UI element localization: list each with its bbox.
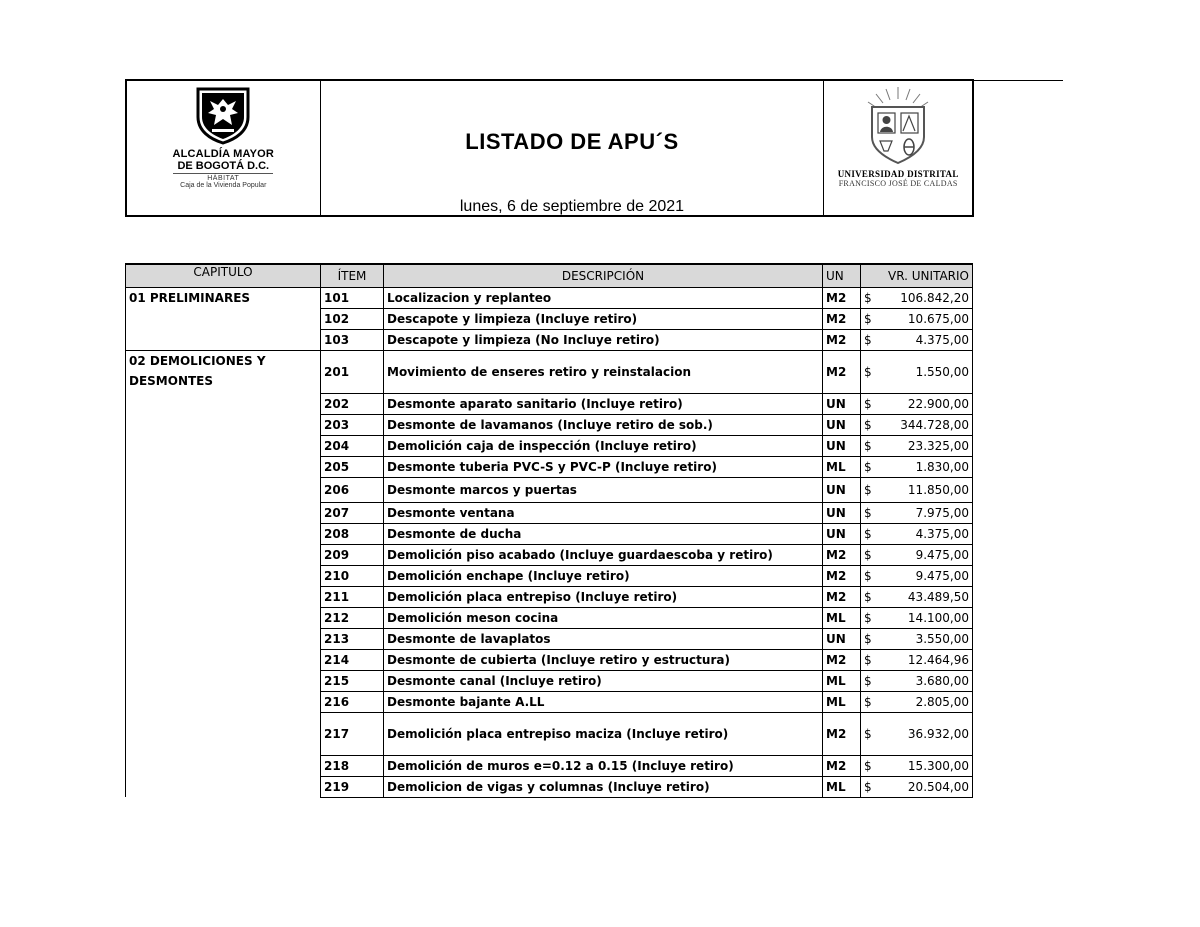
item-description: Demolición placa entrepiso (Incluye retiro) xyxy=(384,586,823,607)
item-unit-value xyxy=(861,350,973,393)
item-unit: UN xyxy=(823,523,861,544)
item-unit: M2 xyxy=(823,544,861,565)
alcaldia-line2: DE BOGOTÁ D.C. xyxy=(177,160,270,172)
item-code: 209 xyxy=(321,544,384,565)
item-description: Desmonte de lavamanos (Incluye retiro de sob.) xyxy=(384,414,823,435)
currency-symbol: $ xyxy=(864,417,872,432)
item-unit: UN xyxy=(823,435,861,456)
item-description: Desmonte ventana xyxy=(384,502,823,523)
unit-value-amount: 22.900,00 xyxy=(907,396,969,411)
item-unit: M2 xyxy=(823,586,861,607)
item-unit-value xyxy=(861,607,973,628)
item-unit-value xyxy=(861,712,973,755)
col-header-capitulo: CAPITULO xyxy=(126,264,321,287)
universidad-line2: FRANCISCO JOSÉ DE CALDAS xyxy=(838,179,958,188)
item-code: 218 xyxy=(321,755,384,776)
item-description: Desmonte de lavaplatos xyxy=(384,628,823,649)
item-unit-value xyxy=(861,308,973,329)
col-header-item: ÍTEM xyxy=(321,264,384,287)
unit-value-amount: 9.475,00 xyxy=(915,547,969,562)
chapter-name: 02 DEMOLICIONES Y DESMONTES xyxy=(129,353,266,388)
item-description: Desmonte aparato sanitario (Incluye retiro) xyxy=(384,393,823,414)
currency-symbol: $ xyxy=(864,482,872,497)
unit-value-wrap xyxy=(864,506,969,520)
item-unit: UN xyxy=(823,477,861,502)
document-header xyxy=(125,79,974,217)
alcaldia-line1: ALCALDÍA MAYOR xyxy=(172,148,275,160)
currency-symbol: $ xyxy=(864,758,872,773)
currency-symbol: $ xyxy=(864,526,872,541)
document-date: lunes, 6 de septiembre de 2021 xyxy=(459,198,685,215)
alcaldia-line4: Caja de la Vivienda Popular xyxy=(180,182,267,189)
unit-value-wrap xyxy=(864,653,969,667)
currency-symbol: $ xyxy=(864,311,872,326)
item-unit: M2 xyxy=(823,287,861,308)
unit-value-wrap xyxy=(864,418,969,432)
universidad-logo xyxy=(824,85,972,188)
item-description: Descapote y limpieza (Incluye retiro) xyxy=(384,308,823,329)
item-description: Demolición caja de inspección (Incluye retiro) xyxy=(384,435,823,456)
item-code: 102 xyxy=(321,308,384,329)
unit-value-amount: 3.550,00 xyxy=(915,631,969,646)
item-unit-value xyxy=(861,502,973,523)
item-description: Descapote y limpieza (No Incluye retiro) xyxy=(384,329,823,350)
unit-value-wrap xyxy=(864,312,969,326)
item-code: 215 xyxy=(321,670,384,691)
table-header-row xyxy=(126,264,973,287)
unit-value-wrap xyxy=(864,291,969,305)
item-code: 212 xyxy=(321,607,384,628)
currency-symbol: $ xyxy=(864,364,872,379)
item-unit-value xyxy=(861,586,973,607)
item-unit: UN xyxy=(823,628,861,649)
item-unit: ML xyxy=(823,776,861,797)
item-code: 210 xyxy=(321,565,384,586)
unit-value-wrap xyxy=(864,483,969,497)
unit-value-wrap xyxy=(864,632,969,646)
currency-symbol: $ xyxy=(864,631,872,646)
unit-value-wrap xyxy=(864,727,969,741)
item-code: 202 xyxy=(321,393,384,414)
table-row xyxy=(126,287,973,308)
col-header-descripcion: DESCRIPCIÓN xyxy=(384,264,823,287)
col-header-un: UN xyxy=(823,264,861,287)
currency-symbol: $ xyxy=(864,652,872,667)
item-unit: ML xyxy=(823,607,861,628)
item-unit-value xyxy=(861,435,973,456)
currency-symbol: $ xyxy=(864,332,872,347)
item-unit-value xyxy=(861,477,973,502)
item-code: 101 xyxy=(321,287,384,308)
currency-symbol: $ xyxy=(864,568,872,583)
item-unit-value xyxy=(861,755,973,776)
universidad-seal-icon xyxy=(858,85,938,167)
item-unit-value xyxy=(861,628,973,649)
unit-value-wrap xyxy=(864,590,969,604)
item-unit: ML xyxy=(823,456,861,477)
unit-value-amount: 7.975,00 xyxy=(915,505,969,520)
item-unit: M2 xyxy=(823,308,861,329)
unit-value-wrap xyxy=(864,365,969,379)
item-unit: M2 xyxy=(823,329,861,350)
item-code: 214 xyxy=(321,649,384,670)
item-description: Movimiento de enseres retiro y reinstalacion xyxy=(384,350,823,393)
unit-value-wrap xyxy=(864,397,969,411)
item-code: 103 xyxy=(321,329,384,350)
unit-value-amount: 10.675,00 xyxy=(907,311,969,326)
unit-value-amount: 9.475,00 xyxy=(915,568,969,583)
item-unit-value xyxy=(861,287,973,308)
unit-value-amount: 344.728,00 xyxy=(900,417,969,432)
item-code: 217 xyxy=(321,712,384,755)
unit-value-amount: 1.830,00 xyxy=(915,459,969,474)
table-row xyxy=(126,350,973,393)
item-code: 206 xyxy=(321,477,384,502)
unit-value-amount: 4.375,00 xyxy=(915,332,969,347)
unit-value-amount: 12.464,96 xyxy=(907,652,969,667)
item-unit: M2 xyxy=(823,649,861,670)
item-unit-value xyxy=(861,544,973,565)
chapter-cell xyxy=(126,287,321,350)
currency-symbol: $ xyxy=(864,290,872,305)
universidad-line1: UNIVERSIDAD DISTRITAL xyxy=(837,169,959,179)
item-unit: UN xyxy=(823,414,861,435)
item-unit: M2 xyxy=(823,712,861,755)
item-unit-value xyxy=(861,691,973,712)
currency-symbol: $ xyxy=(864,779,872,794)
unit-value-amount: 11.850,00 xyxy=(907,482,969,497)
item-code: 219 xyxy=(321,776,384,797)
item-unit-value xyxy=(861,670,973,691)
col-header-vr-unitario: VR. UNITARIO xyxy=(861,264,973,287)
unit-value-amount: 43.489,50 xyxy=(907,589,969,604)
item-code: 208 xyxy=(321,523,384,544)
item-unit: M2 xyxy=(823,755,861,776)
item-description: Demolición de muros e=0.12 a 0.15 (Incluye retiro) xyxy=(384,755,823,776)
currency-symbol: $ xyxy=(864,673,872,688)
currency-symbol: $ xyxy=(864,438,872,453)
item-unit-value xyxy=(861,523,973,544)
item-code: 201 xyxy=(321,350,384,393)
unit-value-wrap xyxy=(864,695,969,709)
unit-value-wrap xyxy=(864,674,969,688)
currency-symbol: $ xyxy=(864,396,872,411)
item-unit: ML xyxy=(823,670,861,691)
item-code: 207 xyxy=(321,502,384,523)
page-title: LISTADO DE APU´S xyxy=(465,129,679,154)
item-unit-value xyxy=(861,776,973,797)
unit-value-wrap xyxy=(864,611,969,625)
item-code: 216 xyxy=(321,691,384,712)
chapter-cell xyxy=(126,350,321,797)
item-description: Desmonte marcos y puertas xyxy=(384,477,823,502)
unit-value-amount: 3.680,00 xyxy=(915,673,969,688)
item-unit-value xyxy=(861,456,973,477)
currency-symbol: $ xyxy=(864,547,872,562)
universidad-logo-cell xyxy=(824,81,972,215)
unit-value-wrap xyxy=(864,439,969,453)
item-description: Demolición meson cocina xyxy=(384,607,823,628)
item-description: Demolicion de vigas y columnas (Incluye retiro) xyxy=(384,776,823,797)
unit-value-amount: 20.504,00 xyxy=(907,779,969,794)
item-description: Desmonte de cubierta (Incluye retiro y estructura) xyxy=(384,649,823,670)
alcaldia-logo xyxy=(127,85,320,189)
item-unit-value xyxy=(861,565,973,586)
unit-value-amount: 23.325,00 xyxy=(907,438,969,453)
item-unit-value xyxy=(861,393,973,414)
currency-symbol: $ xyxy=(864,610,872,625)
alcaldia-line3: HÁBITAT xyxy=(173,173,273,182)
item-description: Demolición enchape (Incluye retiro) xyxy=(384,565,823,586)
item-unit-value xyxy=(861,329,973,350)
unit-value-wrap xyxy=(864,759,969,773)
item-unit: UN xyxy=(823,393,861,414)
alcaldia-logo-cell xyxy=(127,81,321,215)
item-unit: M2 xyxy=(823,350,861,393)
item-description: Desmonte tuberia PVC-S y PVC-P (Incluye retiro) xyxy=(384,456,823,477)
unit-value-amount: 36.932,00 xyxy=(907,726,969,741)
bogota-shield-icon xyxy=(192,85,254,145)
item-unit: ML xyxy=(823,691,861,712)
unit-value-amount: 14.100,00 xyxy=(907,610,969,625)
title-cell xyxy=(321,81,825,215)
unit-value-amount: 1.550,00 xyxy=(915,364,969,379)
header-top-rule xyxy=(974,80,1063,81)
item-description: Demolición placa entrepiso maciza (Incluye retiro) xyxy=(384,712,823,755)
item-description: Demolición piso acabado (Incluye guardaescoba y retiro) xyxy=(384,544,823,565)
currency-symbol: $ xyxy=(864,459,872,474)
unit-value-wrap xyxy=(864,780,969,794)
item-description: Desmonte canal (Incluye retiro) xyxy=(384,670,823,691)
unit-value-wrap xyxy=(864,333,969,347)
unit-value-wrap xyxy=(864,527,969,541)
item-description: Localizacion y replanteo xyxy=(384,287,823,308)
apu-table xyxy=(125,263,973,798)
unit-value-amount: 106.842,20 xyxy=(900,290,969,305)
item-description: Desmonte de ducha xyxy=(384,523,823,544)
unit-value-wrap xyxy=(864,569,969,583)
item-code: 205 xyxy=(321,456,384,477)
item-code: 204 xyxy=(321,435,384,456)
currency-symbol: $ xyxy=(864,589,872,604)
item-unit: M2 xyxy=(823,565,861,586)
unit-value-amount: 15.300,00 xyxy=(907,758,969,773)
unit-value-wrap xyxy=(864,548,969,562)
item-unit-value xyxy=(861,649,973,670)
item-code: 211 xyxy=(321,586,384,607)
item-unit: UN xyxy=(823,502,861,523)
item-code: 203 xyxy=(321,414,384,435)
unit-value-wrap xyxy=(864,460,969,474)
item-unit-value xyxy=(861,414,973,435)
unit-value-amount: 4.375,00 xyxy=(915,526,969,541)
currency-symbol: $ xyxy=(864,505,872,520)
item-description: Desmonte bajante A.LL xyxy=(384,691,823,712)
currency-symbol: $ xyxy=(864,726,872,741)
unit-value-amount: 2.805,00 xyxy=(915,694,969,709)
chapter-name: 01 PRELIMINARES xyxy=(129,290,251,305)
currency-symbol: $ xyxy=(864,694,872,709)
item-code: 213 xyxy=(321,628,384,649)
